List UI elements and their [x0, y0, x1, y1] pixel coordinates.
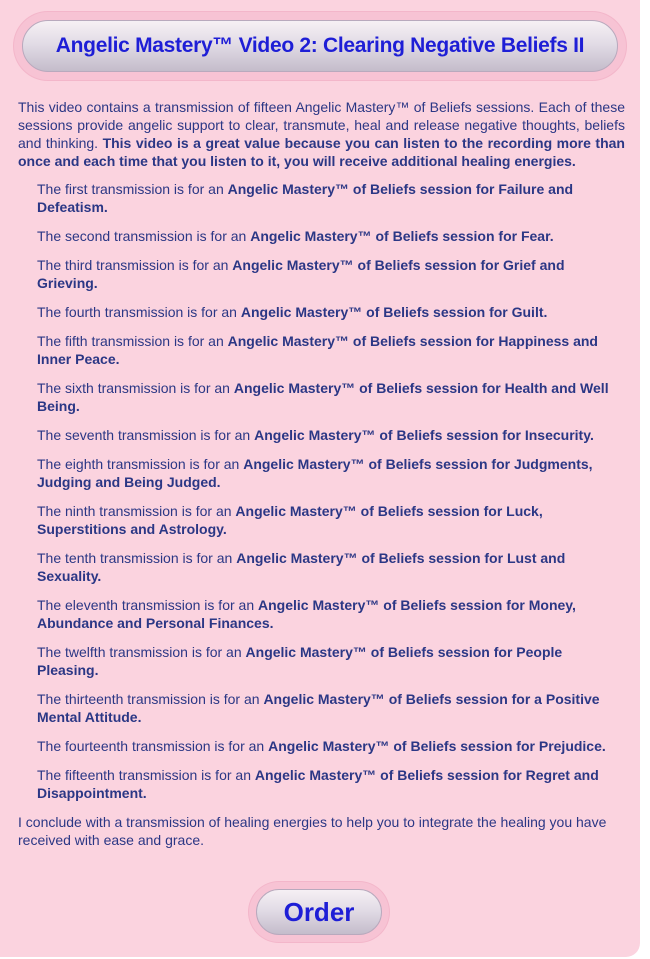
outro-paragraph: I conclude with a transmission of healing energies to help you to integrate the healing you have received with ease and grace.	[18, 814, 607, 848]
order-button-frame	[249, 882, 389, 942]
list-item	[37, 180, 625, 216]
item-text: The twelfth transmission is for an	[37, 644, 246, 660]
title-banner	[14, 12, 626, 80]
item-session: Angelic Mastery™ of Beliefs session for Failure and Defeatism.	[37, 181, 574, 215]
item-session: Angelic Mastery™ of Beliefs session for Regret and Disappointment.	[37, 767, 599, 801]
list-item	[37, 549, 625, 585]
item-session: Angelic Mastery™ of Beliefs session for Judgments, Judging and Being Judged.	[37, 456, 593, 490]
item-session: Angelic Mastery™ of Beliefs session for a Positive Mental Attitude.	[37, 691, 600, 725]
intro-highlight: This video is a great value because you can listen to the recording more than once and each time that you listen to it, you will receive additional healing energies.	[18, 135, 625, 169]
intro-text: This video contains a transmission of fifteen Angelic Mastery™ of Beliefs sessions. Each of these sessions provide angelic support to clear, transmute, heal and release negative thoughts, beliefs and thinking.	[18, 99, 625, 151]
order-button[interactable]: Order	[256, 889, 382, 935]
item-text: The fifth transmission is for an	[37, 333, 228, 349]
item-session: Angelic Mastery™ of Beliefs session for Money, Abundance and Personal Finances.	[37, 597, 576, 631]
intro-paragraph	[18, 98, 625, 170]
item-text: The first transmission is for an	[37, 181, 228, 197]
list-item	[37, 426, 625, 444]
item-text: The fifteenth transmission is for an	[37, 767, 255, 783]
item-text: The thirteenth transmission is for an	[37, 691, 264, 707]
list-item	[37, 379, 625, 415]
item-text: The eighth transmission is for an	[37, 456, 244, 472]
list-item	[37, 596, 625, 632]
item-session: Angelic Mastery™ of Beliefs session for Fear.	[250, 228, 554, 244]
item-session: Angelic Mastery™ of Beliefs session for Insecurity.	[254, 427, 594, 443]
item-session: Angelic Mastery™ of Beliefs session for Grief and Grieving.	[37, 257, 565, 291]
list-item	[37, 643, 625, 679]
item-text: The eleventh transmission is for an	[37, 597, 258, 613]
item-text: The ninth transmission is for an	[37, 503, 236, 519]
item-text: The fourteenth transmission is for an	[37, 738, 269, 754]
item-session: Angelic Mastery™ of Beliefs session for People Pleasing.	[37, 644, 563, 678]
list-item	[37, 502, 625, 538]
title-pill	[22, 20, 618, 72]
list-item	[37, 455, 625, 491]
item-session: Angelic Mastery™ of Beliefs session for Lust and Sexuality.	[37, 550, 566, 584]
list-item	[37, 227, 625, 245]
list-item	[37, 256, 625, 292]
item-text: The seventh transmission is for an	[37, 427, 255, 443]
item-session: Angelic Mastery™ of Beliefs session for Happiness and Inner Peace.	[37, 333, 598, 367]
list-item	[37, 690, 625, 726]
page-title: Angelic Mastery™ Video 2: Clearing Negative Beliefs II	[55, 34, 585, 57]
item-session: Angelic Mastery™ of Beliefs session for Luck, Superstitions and Astrology.	[37, 503, 543, 537]
item-text: The fourth transmission is for an	[37, 304, 241, 320]
list-item	[37, 303, 625, 321]
list-item	[37, 766, 625, 802]
item-text: The second transmission is for an	[37, 228, 251, 244]
item-text: The third transmission is for an	[37, 257, 233, 273]
item-text: The sixth transmission is for an	[37, 380, 234, 396]
item-session: Angelic Mastery™ of Beliefs session for Guilt.	[240, 304, 548, 320]
item-text: The tenth transmission is for an	[37, 550, 237, 566]
list-item	[37, 737, 625, 755]
transmission-list	[18, 180, 625, 802]
list-item	[37, 332, 625, 368]
description	[18, 98, 625, 849]
item-session: Angelic Mastery™ of Beliefs session for Prejudice.	[268, 738, 606, 754]
item-session: Angelic Mastery™ of Beliefs session for Health and Well Being.	[37, 380, 609, 414]
